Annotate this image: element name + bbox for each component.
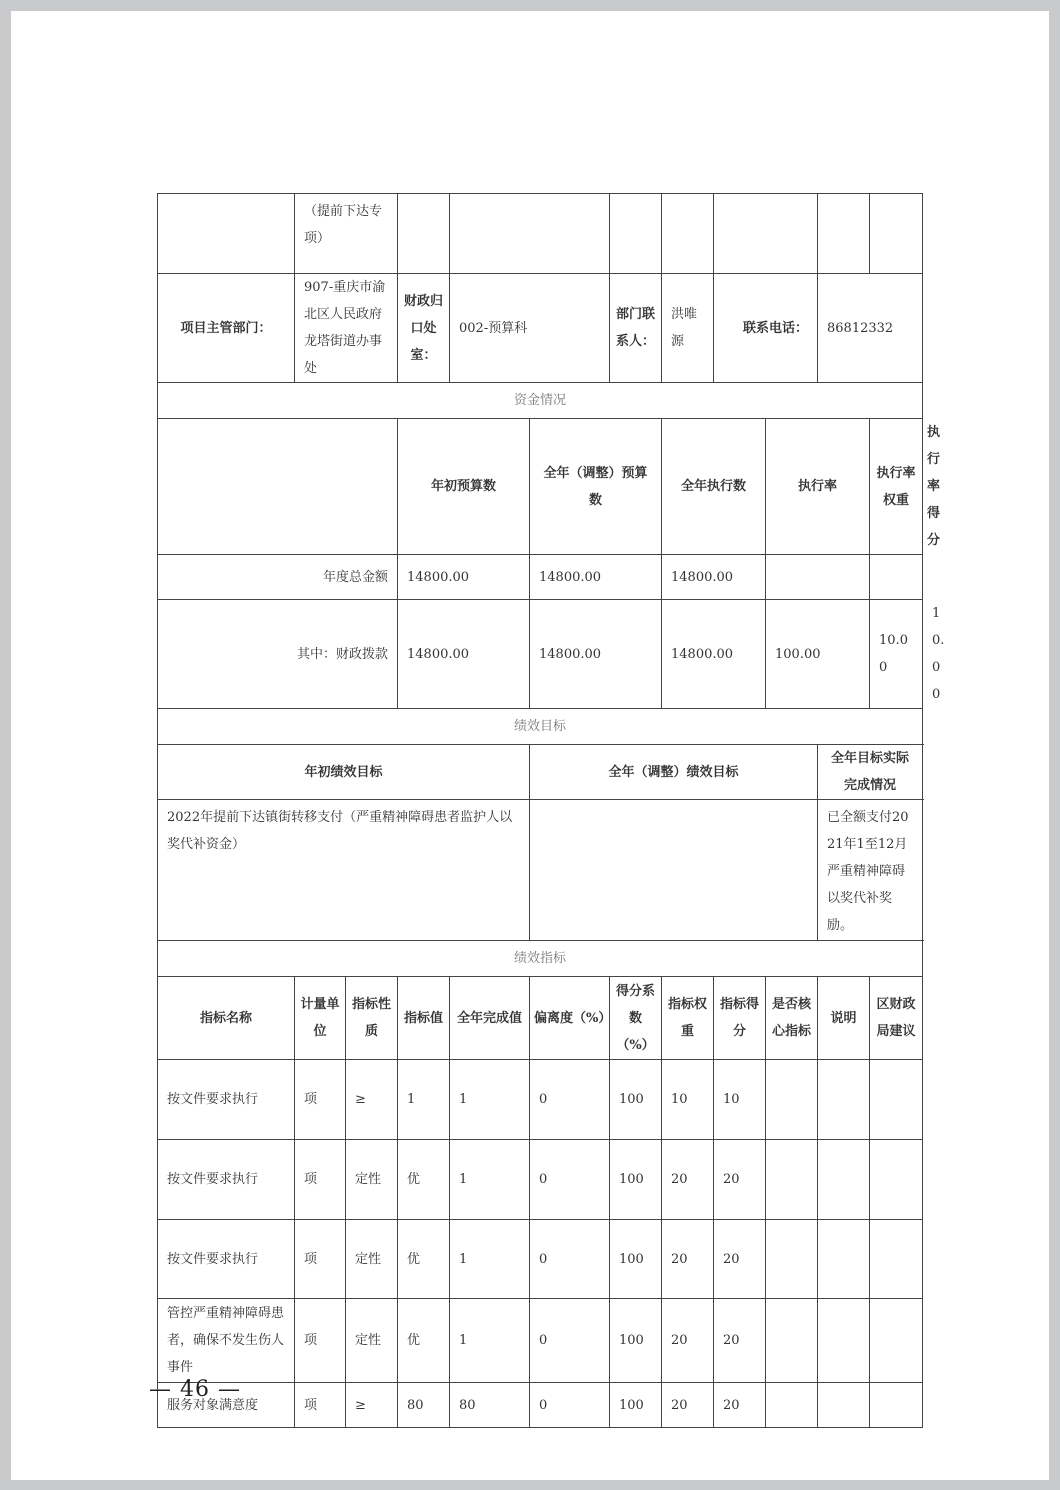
indicator-cell: 0 (530, 1060, 610, 1140)
indicator-cell: 80 (450, 1383, 530, 1428)
phone-label: 联系电话： (714, 274, 818, 383)
indicator-header-cell: 是否核心指标 (766, 977, 818, 1060)
funds-header-cell: 执行率 (766, 419, 870, 555)
indicator-cell (818, 1060, 870, 1140)
empty-cell (714, 194, 818, 274)
document-page (11, 11, 1049, 1480)
indicator-header-cell: 说明 (818, 977, 870, 1060)
indicator-cell (870, 1220, 923, 1299)
indicator-cell: 20 (662, 1220, 714, 1299)
dept-value: 907-重庆市渝北区人民政府龙塔街道办事处 (295, 274, 398, 383)
indicator-cell (818, 1140, 870, 1220)
indicator-cell: 20 (662, 1299, 714, 1383)
funds-cell: 14800.00 (530, 600, 662, 709)
indicator-cell: 项 (295, 1299, 346, 1383)
funds-header-cell: 全年执行数 (662, 419, 766, 555)
indicator-cell (818, 1383, 870, 1428)
indicator-row (158, 1299, 923, 1383)
indicator-cell: 优 (398, 1140, 450, 1220)
indicator-header-cell: 区财政局建议 (870, 977, 923, 1060)
indicator-header-cell: 指标权重 (662, 977, 714, 1060)
funds-header-cell: 全年（调整）预算数 (530, 419, 662, 555)
phone-value: 86812332 (818, 274, 923, 383)
funds-row (158, 555, 923, 600)
indicator-cell (870, 1299, 923, 1383)
indicator-row (158, 1140, 923, 1220)
funds-header-cell: 年初预算数 (398, 419, 530, 555)
funds-cell (766, 555, 870, 600)
indicator-cell: 1 (398, 1060, 450, 1140)
indicator-header-cell: 全年完成值 (450, 977, 530, 1060)
indicator-cell: 10 (662, 1060, 714, 1140)
actual-completion-text: 已全额支付2021年1至12月严重精神障碍以奖代补奖励。 (818, 800, 923, 941)
funds-cell: 100.00 (766, 600, 870, 709)
indicator-row (158, 1220, 923, 1299)
performance-table (157, 193, 945, 1428)
indicator-cell: 20 (714, 1220, 766, 1299)
indicator-cell: 管控严重精神障碍患者，确保不发生伤人事件 (158, 1299, 295, 1383)
indicator-cell: 100 (610, 1220, 662, 1299)
indicator-cell (766, 1140, 818, 1220)
funds-cell: 10.00 (870, 600, 923, 709)
goals-row (158, 800, 923, 941)
indicator-cell: 20 (714, 1383, 766, 1428)
section-row (158, 383, 923, 419)
indicator-cell: 按文件要求执行 (158, 1220, 295, 1299)
section-row (158, 941, 923, 977)
initial-goal-text: 2022年提前下达镇街转移支付（严重精神障碍患者监护人以奖代补资金） (158, 800, 530, 941)
goals-header-row (158, 745, 923, 800)
funds-cell (870, 555, 923, 600)
empty-cell (450, 194, 610, 274)
indicator-cell: 1 (450, 1060, 530, 1140)
indicator-header-cell: 指标值 (398, 977, 450, 1060)
indicators-section-title: 绩效指标 (158, 941, 923, 977)
indicator-row (158, 1060, 923, 1140)
indicator-cell: 80 (398, 1383, 450, 1428)
contact-value: 洪唯源 (662, 274, 714, 383)
indicator-cell: 定性 (346, 1299, 398, 1383)
goals-section-title: 绩效目标 (158, 709, 923, 745)
adjusted-goal-text (530, 800, 818, 941)
page-number: — 46 — (149, 1377, 241, 1402)
indicator-header-cell: 偏离度（%） (530, 977, 610, 1060)
indicator-cell: 定性 (346, 1220, 398, 1299)
funds-row-label: 年度总金额 (158, 555, 398, 600)
indicator-cell: 定性 (346, 1140, 398, 1220)
indicator-cell: 20 (714, 1299, 766, 1383)
indicator-cell: 0 (530, 1383, 610, 1428)
indicator-cell: 100 (610, 1383, 662, 1428)
indicator-cell: 项 (295, 1220, 346, 1299)
indicator-cell: ≥ (346, 1060, 398, 1140)
top-continuation-cell: （提前下达专项） (295, 194, 398, 274)
indicator-cell: ≥ (346, 1383, 398, 1428)
indicator-cell: 1 (450, 1299, 530, 1383)
indicator-cell (766, 1299, 818, 1383)
indicator-cell (870, 1140, 923, 1220)
indicator-cell: 按文件要求执行 (158, 1140, 295, 1220)
indicator-cell (870, 1060, 923, 1140)
indicator-header-cell: 得分系数（%） (610, 977, 662, 1060)
indicator-cell: 20 (662, 1140, 714, 1220)
empty-cell (870, 194, 923, 274)
indicator-cell: 按文件要求执行 (158, 1060, 295, 1140)
indicator-cell (766, 1220, 818, 1299)
funds-cell: 14800.00 (662, 555, 766, 600)
goals-header-cell: 全年（调整）绩效目标 (530, 745, 818, 800)
indicator-cell (818, 1220, 870, 1299)
table-row (158, 194, 923, 274)
indicator-cell (870, 1383, 923, 1428)
indicator-cell: 20 (662, 1383, 714, 1428)
indicator-cell: 服务对象满意度 (158, 1383, 295, 1428)
goals-header-cell: 年初绩效目标 (158, 745, 530, 800)
empty-cell (158, 419, 398, 555)
empty-cell (818, 194, 870, 274)
indicator-cell (766, 1383, 818, 1428)
funds-cell: 14800.00 (530, 555, 662, 600)
empty-cell (398, 194, 450, 274)
indicator-cell: 0 (530, 1140, 610, 1220)
indicator-row (158, 1383, 923, 1428)
indicator-cell: 0 (530, 1299, 610, 1383)
indicator-cell: 100 (610, 1140, 662, 1220)
indicator-cell: 优 (398, 1220, 450, 1299)
funds-header-row: 年初预算数 全年（调整）预算数 全年执行数 执行率 执行率权重 执行率得分 (158, 419, 923, 555)
indicator-cell: 优 (398, 1299, 450, 1383)
funds-cell: 14800.00 (662, 600, 766, 709)
funds-row-label: 其中：财政拨款 (158, 600, 398, 709)
empty-cell (610, 194, 662, 274)
empty-cell (158, 194, 295, 274)
dept-label: 项目主管部门： (158, 274, 295, 383)
indicator-cell: 1 (450, 1140, 530, 1220)
funds-cell: 14800.00 (398, 600, 530, 709)
indicator-cell (818, 1299, 870, 1383)
indicator-cell: 20 (714, 1140, 766, 1220)
section-row (158, 709, 923, 745)
indicator-cell: 项 (295, 1383, 346, 1428)
indicator-cell: 100 (610, 1299, 662, 1383)
indicator-cell: 项 (295, 1140, 346, 1220)
funds-header-cell: 执行率权重 (870, 419, 923, 555)
indicator-header-cell: 计量单位 (295, 977, 346, 1060)
indicator-cell: 0 (530, 1220, 610, 1299)
indicator-cell (766, 1060, 818, 1140)
indicator-cell: 100 (610, 1060, 662, 1140)
indicator-cell: 1 (450, 1220, 530, 1299)
empty-cell (662, 194, 714, 274)
funds-section-title: 资金情况 (158, 383, 923, 419)
funds-cell: 14800.00 (398, 555, 530, 600)
finance-office-label: 财政归口处室： (398, 274, 450, 383)
indicator-header-cell: 指标性质 (346, 977, 398, 1060)
indicator-cell: 10 (714, 1060, 766, 1140)
dept-row (158, 274, 923, 383)
finance-office-value: 002-预算科 (450, 274, 610, 383)
indicators-header-row (158, 977, 923, 1060)
contact-label: 部门联系人： (610, 274, 662, 383)
indicator-cell: 项 (295, 1060, 346, 1140)
indicator-header-cell: 指标得分 (714, 977, 766, 1060)
funds-row: 其中：财政拨款 14800.00 14800.00 14800.00 100.00 10.00 10.00 (158, 600, 923, 709)
indicator-header-cell: 指标名称 (158, 977, 295, 1060)
goals-header-cell: 全年目标实际完成情况 (818, 745, 923, 800)
